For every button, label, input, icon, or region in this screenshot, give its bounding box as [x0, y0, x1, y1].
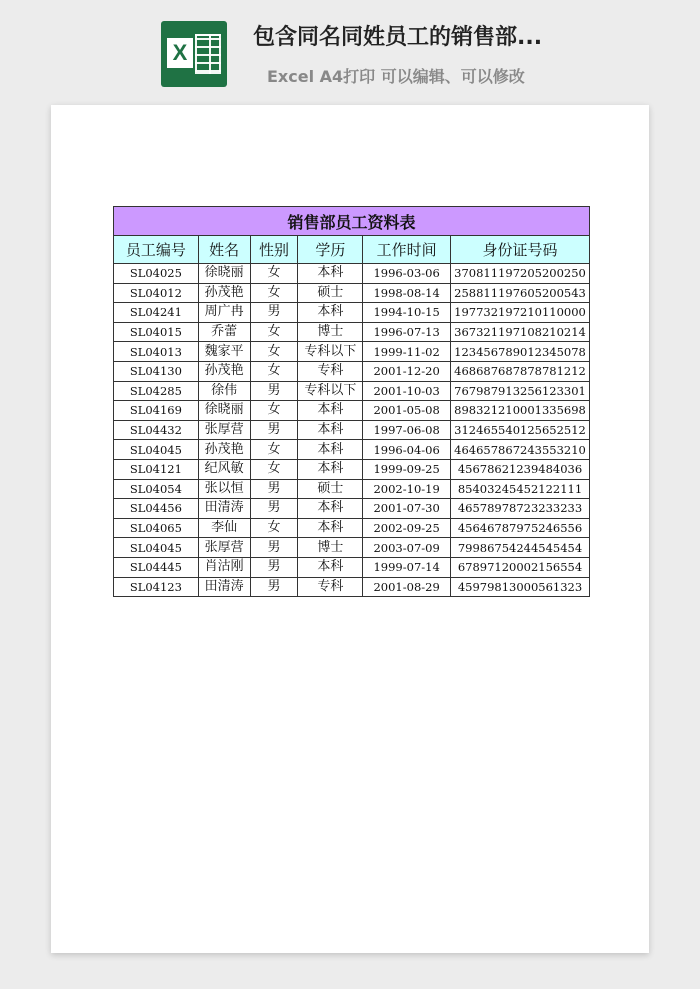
cell-education: 专科以下 — [298, 342, 363, 362]
cell-employee-id: SL04130 — [114, 361, 199, 381]
cell-employee-id: SL04241 — [114, 303, 199, 323]
cell-education: 本科 — [298, 557, 363, 577]
document-title: 包含同名同姓员工的销售部... — [253, 25, 543, 50]
cell-gender: 男 — [250, 557, 298, 577]
cell-start-date: 2001-10-03 — [363, 381, 451, 401]
table-row — [114, 440, 590, 460]
cell-gender: 男 — [250, 479, 298, 499]
cell-name: 田清涛 — [198, 499, 250, 519]
cell-education: 专科以下 — [298, 381, 363, 401]
table-row — [114, 381, 590, 401]
cell-employee-id: SL04013 — [114, 342, 199, 362]
table-row — [114, 420, 590, 440]
cell-start-date: 2001-12-20 — [363, 361, 451, 381]
cell-gender: 女 — [250, 283, 298, 303]
cell-education: 博士 — [298, 538, 363, 558]
employee-table — [113, 206, 590, 597]
cell-id-number: 367321197108210214 — [451, 322, 590, 342]
cell-name: 徐晓丽 — [198, 264, 250, 284]
cell-start-date: 1996-04-06 — [363, 440, 451, 460]
cell-name: 肖沽刚 — [198, 557, 250, 577]
column-header-start-date: 工作时间 — [363, 236, 451, 264]
table-row — [114, 518, 590, 538]
cell-name: 徐伟 — [198, 381, 250, 401]
cell-id-number: 85403245452122111 — [451, 479, 590, 499]
cell-gender: 女 — [250, 518, 298, 538]
table-header-row — [114, 236, 590, 264]
logo-letter: X — [167, 38, 193, 68]
table-row — [114, 577, 590, 597]
cell-start-date: 1996-07-13 — [363, 322, 451, 342]
table-row — [114, 361, 590, 381]
cell-start-date: 2003-07-09 — [363, 538, 451, 558]
cell-employee-id: SL04123 — [114, 577, 199, 597]
cell-employee-id: SL04432 — [114, 420, 199, 440]
cell-id-number: 45678621239484036 — [451, 459, 590, 479]
table-title: 销售部员工资料表 — [114, 207, 590, 236]
cell-id-number: 312465540125652512 — [451, 420, 590, 440]
cell-education: 本科 — [298, 440, 363, 460]
table-row — [114, 401, 590, 421]
cell-gender: 男 — [250, 538, 298, 558]
cell-start-date: 2001-05-08 — [363, 401, 451, 421]
cell-employee-id: SL04169 — [114, 401, 199, 421]
cell-name: 徐晓丽 — [198, 401, 250, 421]
cell-employee-id: SL04015 — [114, 322, 199, 342]
cell-gender: 女 — [250, 459, 298, 479]
cell-name: 乔蕾 — [198, 322, 250, 342]
document-preview-page — [51, 105, 649, 953]
cell-name: 周广冉 — [198, 303, 250, 323]
cell-start-date: 1998-08-14 — [363, 283, 451, 303]
cell-start-date: 2002-09-25 — [363, 518, 451, 538]
cell-start-date: 1999-07-14 — [363, 557, 451, 577]
cell-id-number: 767987913256123301 — [451, 381, 590, 401]
table-row — [114, 557, 590, 577]
cell-start-date: 2001-08-29 — [363, 577, 451, 597]
cell-education: 硕士 — [298, 479, 363, 499]
cell-gender: 女 — [250, 401, 298, 421]
cell-education: 本科 — [298, 499, 363, 519]
cell-employee-id: SL04045 — [114, 538, 199, 558]
cell-id-number: 258811197605200543 — [451, 283, 590, 303]
cell-start-date: 2002-10-19 — [363, 479, 451, 499]
column-header-id: 员工编号 — [114, 236, 199, 264]
cell-employee-id: SL04121 — [114, 459, 199, 479]
cell-education: 本科 — [298, 420, 363, 440]
cell-education: 本科 — [298, 518, 363, 538]
cell-id-number: 46578978723233233 — [451, 499, 590, 519]
document-subtitle: Excel A4打印 可以编辑、可以修改 — [267, 67, 525, 86]
cell-name: 张厚营 — [198, 538, 250, 558]
cell-id-number: 898321210001335698 — [451, 401, 590, 421]
table-row — [114, 283, 590, 303]
cell-education: 本科 — [298, 303, 363, 323]
cell-gender: 女 — [250, 361, 298, 381]
cell-name: 张以恒 — [198, 479, 250, 499]
cell-name: 纪风敏 — [198, 459, 250, 479]
cell-gender: 女 — [250, 440, 298, 460]
cell-id-number: 123456789012345078 — [451, 342, 590, 362]
cell-education: 本科 — [298, 264, 363, 284]
cell-education: 专科 — [298, 577, 363, 597]
cell-employee-id: SL04456 — [114, 499, 199, 519]
table-row — [114, 459, 590, 479]
table-row — [114, 538, 590, 558]
cell-employee-id: SL04065 — [114, 518, 199, 538]
table-row — [114, 342, 590, 362]
cell-name: 孙茂艳 — [198, 361, 250, 381]
cell-education: 专科 — [298, 361, 363, 381]
cell-name: 孙茂艳 — [198, 440, 250, 460]
cell-gender: 男 — [250, 577, 298, 597]
cell-start-date: 1996-03-06 — [363, 264, 451, 284]
cell-start-date: 1994-10-15 — [363, 303, 451, 323]
cell-id-number: 370811197205200250 — [451, 264, 590, 284]
cell-employee-id: SL04054 — [114, 479, 199, 499]
cell-id-number: 45646787975246556 — [451, 518, 590, 538]
column-header-name: 姓名 — [198, 236, 250, 264]
cell-start-date: 1999-11-02 — [363, 342, 451, 362]
cell-gender: 男 — [250, 381, 298, 401]
excel-icon — [161, 21, 227, 87]
cell-name: 张厚营 — [198, 420, 250, 440]
cell-gender: 男 — [250, 499, 298, 519]
cell-start-date: 2001-07-30 — [363, 499, 451, 519]
cell-employee-id: SL04045 — [114, 440, 199, 460]
table-caption-row — [114, 207, 590, 236]
cell-id-number: 45979813000561323 — [451, 577, 590, 597]
column-header-education: 学历 — [298, 236, 363, 264]
cell-gender: 女 — [250, 322, 298, 342]
cell-gender: 男 — [250, 303, 298, 323]
cell-name: 李仙 — [198, 518, 250, 538]
cell-gender: 男 — [250, 420, 298, 440]
cell-name: 魏家平 — [198, 342, 250, 362]
cell-id-number: 79986754244545454 — [451, 538, 590, 558]
page-header — [0, 0, 700, 100]
cell-id-number: 468687687878781212 — [451, 361, 590, 381]
column-header-gender: 性别 — [250, 236, 298, 264]
spreadsheet-grid-icon — [195, 34, 221, 74]
cell-education: 本科 — [298, 459, 363, 479]
cell-education: 博士 — [298, 322, 363, 342]
cell-id-number: 67897120002156554 — [451, 557, 590, 577]
cell-name: 孙茂艳 — [198, 283, 250, 303]
cell-employee-id: SL04012 — [114, 283, 199, 303]
table-row — [114, 322, 590, 342]
table-row — [114, 499, 590, 519]
table-row — [114, 264, 590, 284]
cell-id-number: 197732197210110000 — [451, 303, 590, 323]
cell-gender: 女 — [250, 264, 298, 284]
cell-employee-id: SL04025 — [114, 264, 199, 284]
table-row — [114, 303, 590, 323]
column-header-id-number: 身份证号码 — [451, 236, 590, 264]
cell-name: 田清涛 — [198, 577, 250, 597]
table-row — [114, 479, 590, 499]
cell-employee-id: SL04445 — [114, 557, 199, 577]
cell-employee-id: SL04285 — [114, 381, 199, 401]
cell-education: 硕士 — [298, 283, 363, 303]
cell-gender: 女 — [250, 342, 298, 362]
cell-start-date: 1999-09-25 — [363, 459, 451, 479]
cell-id-number: 464657867243553210 — [451, 440, 590, 460]
cell-start-date: 1997-06-08 — [363, 420, 451, 440]
cell-education: 本科 — [298, 401, 363, 421]
